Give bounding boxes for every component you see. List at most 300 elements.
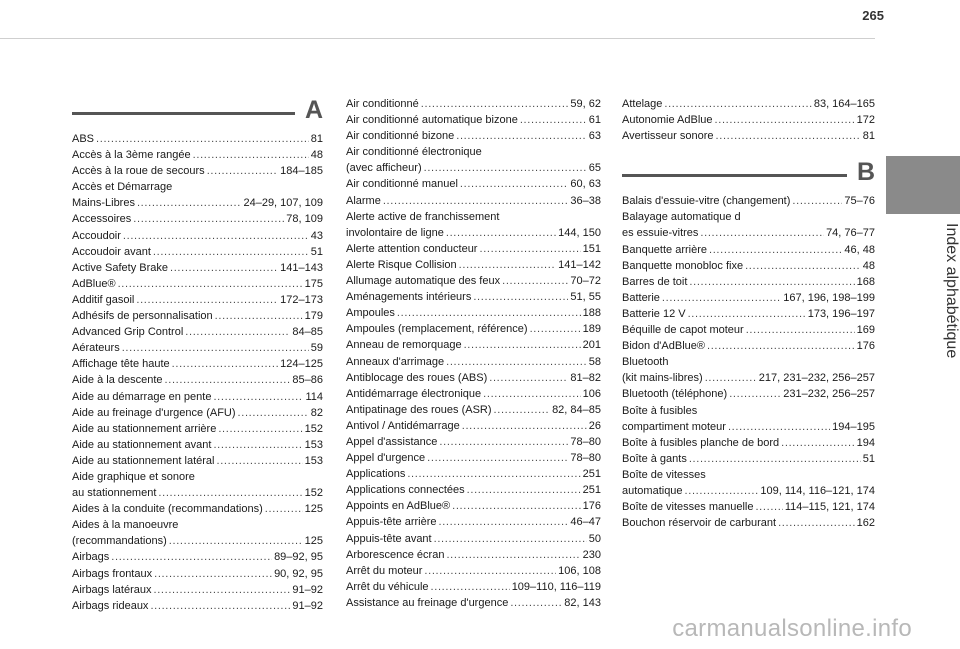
index-entry bbox=[72, 276, 323, 292]
index-entry-line bbox=[346, 450, 601, 466]
index-term: AdBlue® bbox=[72, 277, 116, 290]
index-entry-heading: Boîte à fusibles bbox=[622, 404, 698, 417]
index-entry bbox=[72, 228, 323, 244]
index-page-refs: 48 bbox=[310, 149, 323, 162]
dot-leader bbox=[489, 370, 568, 386]
index-entry bbox=[72, 389, 323, 405]
dot-leader bbox=[111, 549, 272, 565]
index-entry bbox=[72, 308, 323, 324]
index-entry bbox=[346, 128, 601, 144]
index-page-refs: 251 bbox=[582, 468, 601, 481]
index-page-refs: 189 bbox=[582, 323, 601, 336]
index-page-refs: 172–173 bbox=[280, 293, 323, 306]
index-entry bbox=[346, 112, 601, 128]
index-entry-line bbox=[72, 566, 323, 582]
index-page-refs: 175 bbox=[304, 277, 323, 290]
index-term: Antiblocage des roues (ABS) bbox=[346, 371, 488, 384]
index-entry bbox=[72, 549, 323, 565]
index-term: Aide au démarrage en pente bbox=[72, 390, 212, 403]
index-entry bbox=[346, 321, 601, 337]
index-entry bbox=[346, 579, 601, 595]
index-entry-line bbox=[622, 451, 875, 467]
index-entry-line bbox=[622, 193, 875, 209]
letter-heading bbox=[72, 96, 323, 124]
dot-leader bbox=[123, 228, 309, 244]
index-entry bbox=[346, 531, 601, 547]
dot-leader bbox=[154, 582, 291, 598]
index-term: Bluetooth (téléphone) bbox=[622, 388, 728, 401]
index-page-refs: 173, 196–197 bbox=[807, 307, 875, 320]
dot-leader bbox=[479, 241, 580, 257]
index-page-refs: 58 bbox=[588, 355, 601, 368]
header-rule bbox=[0, 38, 875, 39]
index-term: Alerte attention conducteur bbox=[346, 242, 478, 255]
page-number: 265 bbox=[862, 8, 884, 23]
index-entry bbox=[622, 386, 875, 402]
index-term: Attelage bbox=[622, 98, 663, 110]
index-entry bbox=[346, 273, 601, 289]
index-entry-line bbox=[72, 421, 323, 437]
index-entry-line bbox=[346, 225, 601, 241]
index-page-refs: 217, 231–232, 256–257 bbox=[758, 372, 875, 385]
index-page-refs: 167, 196, 198–199 bbox=[783, 291, 875, 304]
index-page-refs: 81–82 bbox=[570, 371, 601, 384]
index-page-refs: 85–86 bbox=[292, 374, 323, 387]
index-term: Air conditionné bbox=[346, 98, 419, 110]
index-entry-line bbox=[72, 485, 323, 501]
index-page-refs: 59 bbox=[310, 342, 323, 355]
letter-heading bbox=[622, 158, 875, 186]
dot-leader bbox=[122, 340, 309, 356]
index-entry bbox=[346, 289, 601, 305]
dot-leader bbox=[689, 451, 861, 467]
index-term: Arrêt du moteur bbox=[346, 564, 423, 577]
index-entry bbox=[72, 566, 323, 582]
index-entry-line bbox=[72, 292, 323, 308]
index-entry-line bbox=[622, 274, 875, 290]
index-term: Accès à la roue de secours bbox=[72, 165, 205, 178]
dot-leader bbox=[165, 372, 291, 388]
index-entry-line bbox=[622, 306, 875, 322]
index-term: Allumage automatique des feux bbox=[346, 275, 501, 288]
index-entry-line bbox=[72, 356, 323, 372]
index-entry bbox=[72, 501, 323, 517]
dot-leader bbox=[700, 225, 824, 241]
dot-leader bbox=[213, 389, 303, 405]
index-term: Aide au stationnement avant bbox=[72, 438, 212, 451]
dot-leader bbox=[153, 244, 309, 260]
index-page-refs: 168 bbox=[856, 275, 875, 288]
index-term: compartiment moteur bbox=[622, 420, 726, 433]
index-page-refs: 153 bbox=[304, 454, 323, 467]
dot-leader bbox=[439, 514, 569, 530]
index-entry-line bbox=[346, 176, 601, 192]
index-entry-line bbox=[622, 499, 875, 515]
index-term: Appuis-tête arrière bbox=[346, 516, 437, 529]
index-term: Balais d'essuie-vitre (changement) bbox=[622, 195, 791, 208]
dot-leader bbox=[150, 598, 290, 614]
index-entry bbox=[346, 193, 601, 209]
dot-leader bbox=[265, 501, 303, 517]
index-entry bbox=[346, 176, 601, 192]
index-page-refs: 46, 48 bbox=[844, 243, 875, 256]
index-page-refs: 194 bbox=[856, 436, 875, 449]
index-term: Aides à la conduite (recommandations) bbox=[72, 503, 263, 516]
index-entry-line bbox=[346, 96, 601, 112]
index-entry bbox=[346, 241, 601, 257]
index-entry bbox=[346, 144, 601, 176]
index-entry bbox=[622, 515, 875, 531]
index-entry bbox=[72, 292, 323, 308]
index-page-refs: 141–143 bbox=[280, 261, 323, 274]
index-term: Antidémarrage électronique bbox=[346, 387, 482, 400]
index-term: es essuie-vitres bbox=[622, 227, 699, 240]
dot-leader bbox=[452, 498, 581, 514]
index-entry-line bbox=[346, 402, 601, 418]
dot-leader bbox=[133, 211, 284, 227]
dot-leader bbox=[170, 260, 278, 276]
index-page-refs: 125 bbox=[304, 535, 323, 548]
dot-leader bbox=[462, 418, 587, 434]
index-page-refs: 114–115, 121, 174 bbox=[784, 501, 875, 514]
index-entry bbox=[622, 290, 875, 306]
index-term: Appuis-tête avant bbox=[346, 532, 432, 545]
index-entry-line bbox=[72, 228, 323, 244]
index-entry bbox=[622, 322, 875, 338]
dot-leader bbox=[792, 193, 842, 209]
index-page-refs: 90, 92, 95 bbox=[274, 567, 323, 580]
index-term: Aide à la descente bbox=[72, 374, 163, 387]
index-entry bbox=[346, 434, 601, 450]
index-page-refs: 51 bbox=[862, 452, 875, 465]
index-entry-line bbox=[72, 260, 323, 276]
dot-leader bbox=[424, 160, 587, 176]
index-entry bbox=[346, 514, 601, 530]
dot-leader bbox=[456, 128, 587, 144]
index-entry bbox=[346, 257, 601, 273]
dot-leader bbox=[185, 324, 290, 340]
watermark: carmanualsonline.info bbox=[672, 615, 912, 642]
index-term: Avertisseur sonore bbox=[622, 130, 714, 143]
index-entry-line bbox=[346, 160, 601, 176]
index-term: Anneau de remorquage bbox=[346, 339, 462, 352]
index-entry-line bbox=[72, 549, 323, 565]
dot-leader bbox=[397, 305, 581, 321]
index-entry-line bbox=[72, 389, 323, 405]
index-entry-line bbox=[346, 482, 601, 498]
index-term: (recommandations) bbox=[72, 535, 167, 548]
dot-leader bbox=[728, 419, 830, 435]
index-page-refs: 179 bbox=[304, 310, 323, 323]
index-term: Aménagements intérieurs bbox=[346, 291, 472, 304]
index-entry bbox=[72, 453, 323, 469]
index-term: (kit mains-libres) bbox=[622, 372, 703, 385]
index-entry bbox=[346, 482, 601, 498]
index-page-refs: 125 bbox=[304, 503, 323, 516]
index-column-1 bbox=[72, 96, 323, 614]
index-entry-line bbox=[622, 386, 875, 402]
index-entry bbox=[72, 324, 323, 340]
index-term: Banquette arrière bbox=[622, 243, 707, 256]
index-entry bbox=[622, 354, 875, 386]
index-entry-line bbox=[346, 193, 601, 209]
dot-leader bbox=[169, 533, 303, 549]
index-entry bbox=[622, 258, 875, 274]
index-term: involontaire de ligne bbox=[346, 226, 444, 239]
section-tab bbox=[886, 156, 960, 214]
index-entry bbox=[622, 96, 875, 112]
dot-leader bbox=[446, 354, 587, 370]
index-entry bbox=[622, 209, 875, 241]
index-entry-heading: Aides à la manoeuvre bbox=[72, 519, 179, 532]
index-entry-heading: Bluetooth bbox=[622, 356, 669, 369]
dot-leader bbox=[755, 499, 782, 515]
index-entry-line bbox=[346, 257, 601, 273]
index-entry-heading: Accès et Démarrage bbox=[72, 181, 173, 194]
index-entry-line bbox=[72, 501, 323, 517]
index-page-refs: 82, 143 bbox=[564, 596, 601, 609]
dot-leader bbox=[96, 131, 309, 147]
dot-leader bbox=[709, 242, 842, 258]
index-page-refs: 82 bbox=[310, 406, 323, 419]
index-entry bbox=[72, 211, 323, 227]
index-page-refs: 36–38 bbox=[570, 194, 601, 207]
dot-leader bbox=[464, 337, 581, 353]
index-page-refs: 231–232, 256–257 bbox=[783, 388, 875, 401]
index-entry bbox=[622, 242, 875, 258]
index-entry-line bbox=[622, 96, 875, 112]
index-term: Antivol / Antidémarrage bbox=[346, 419, 460, 432]
index-term: Appel d'urgence bbox=[346, 452, 426, 465]
index-entry bbox=[622, 338, 875, 354]
index-entry bbox=[346, 370, 601, 386]
index-term: Airbags frontaux bbox=[72, 567, 153, 580]
index-term: Appoints en AdBlue® bbox=[346, 500, 451, 513]
dot-leader bbox=[421, 96, 569, 112]
index-term: Banquette monobloc fixe bbox=[622, 259, 744, 272]
index-entry bbox=[72, 517, 323, 549]
index-term: Airbags latéraux bbox=[72, 583, 152, 596]
index-entry-line bbox=[622, 322, 875, 338]
index-entry bbox=[72, 244, 323, 260]
index-entry-line bbox=[346, 321, 601, 337]
index-entry bbox=[622, 274, 875, 290]
index-term: Aide au freinage d'urgence (AFU) bbox=[72, 406, 236, 419]
index-entry-line bbox=[72, 340, 323, 356]
index-page-refs: 176 bbox=[856, 340, 875, 353]
index-page-refs: 51 bbox=[310, 245, 323, 258]
index-entry bbox=[72, 147, 323, 163]
index-entry-line bbox=[72, 163, 323, 179]
index-entry-line bbox=[622, 483, 875, 499]
index-page-refs: 230 bbox=[582, 548, 601, 561]
index-entry-line bbox=[346, 498, 601, 514]
dot-leader bbox=[431, 579, 510, 595]
index-term: Antipatinage des roues (ASR) bbox=[346, 403, 492, 416]
index-entry bbox=[346, 96, 601, 112]
dot-leader bbox=[494, 402, 551, 418]
index-page-refs: 114 bbox=[305, 390, 323, 403]
index-page-refs: 59, 62 bbox=[570, 98, 601, 110]
index-page-refs: 172 bbox=[856, 114, 875, 127]
index-entry-heading: Balayage automatique d bbox=[622, 211, 741, 224]
index-entry-line bbox=[622, 370, 875, 386]
index-page-refs: 43 bbox=[310, 229, 323, 242]
dot-leader bbox=[502, 273, 568, 289]
index-entry-line bbox=[72, 147, 323, 163]
index-entry-heading: Alerte active de franchissement bbox=[346, 210, 500, 223]
index-entry bbox=[622, 435, 875, 451]
index-entry bbox=[72, 372, 323, 388]
letter-heading-bar bbox=[72, 112, 295, 115]
index-entry-line bbox=[346, 418, 601, 434]
index-entry bbox=[346, 209, 601, 241]
index-entry-line bbox=[346, 466, 601, 482]
index-page-refs: 78–80 bbox=[570, 435, 601, 448]
index-page-refs: 251 bbox=[582, 484, 601, 497]
index-term: Applications connectées bbox=[346, 484, 465, 497]
dot-leader bbox=[705, 370, 757, 386]
index-entry-line bbox=[622, 128, 875, 144]
index-page-refs: 184–185 bbox=[280, 165, 323, 178]
letter-heading-text: B bbox=[856, 158, 875, 187]
dot-leader bbox=[154, 566, 272, 582]
index-term: Alerte Risque Collision bbox=[346, 258, 457, 271]
index-page-refs: 151 bbox=[582, 242, 601, 255]
dot-leader bbox=[729, 386, 781, 402]
index-page-refs: 24–29, 107, 109 bbox=[243, 197, 323, 210]
index-entry bbox=[622, 112, 875, 128]
index-entry bbox=[72, 437, 323, 453]
index-page-refs: 91–92 bbox=[292, 583, 323, 596]
index-page-refs: 89–92, 95 bbox=[274, 551, 323, 564]
index-page-refs: 81 bbox=[862, 130, 875, 143]
index-entry-line bbox=[72, 211, 323, 227]
index-page-refs: 81 bbox=[310, 133, 323, 145]
index-entry-line bbox=[72, 582, 323, 598]
index-entry bbox=[72, 598, 323, 614]
dot-leader bbox=[216, 453, 302, 469]
index-entry-line bbox=[72, 372, 323, 388]
index-entry-line bbox=[346, 370, 601, 386]
index-entry-line bbox=[622, 435, 875, 451]
index-entry bbox=[346, 305, 601, 321]
index-entry-line bbox=[72, 453, 323, 469]
index-entry-line bbox=[72, 598, 323, 614]
index-page-refs: 194–195 bbox=[832, 420, 875, 433]
index-page-refs: 152 bbox=[304, 487, 323, 500]
index-term: Applications bbox=[346, 468, 406, 481]
index-entry-line bbox=[346, 305, 601, 321]
dot-leader bbox=[459, 257, 557, 273]
index-term: Air conditionné automatique bizone bbox=[346, 114, 518, 127]
index-term: Adhésifs de personnalisation bbox=[72, 310, 213, 323]
index-page-refs: 201 bbox=[582, 339, 601, 352]
index-page-refs: 63 bbox=[588, 130, 601, 143]
index-page-refs: 84–85 bbox=[292, 326, 323, 339]
index-term: Accès à la 3ème rangée bbox=[72, 149, 191, 162]
index-entry bbox=[72, 179, 323, 211]
index-entry-line bbox=[346, 337, 601, 353]
dot-leader bbox=[707, 338, 855, 354]
index-term: Accoudoir avant bbox=[72, 245, 151, 258]
index-entry-line bbox=[346, 579, 601, 595]
index-page-refs: 75–76 bbox=[844, 195, 875, 208]
index-term: ABS bbox=[72, 133, 95, 145]
index-entry bbox=[346, 418, 601, 434]
index-entry bbox=[622, 306, 875, 322]
index-term: Arrêt du véhicule bbox=[346, 580, 429, 593]
index-entry bbox=[72, 260, 323, 276]
index-entry bbox=[346, 386, 601, 402]
index-entry-line bbox=[72, 533, 323, 549]
index-page-refs: 106 bbox=[582, 387, 601, 400]
index-term: Barres de toit bbox=[622, 275, 688, 288]
dot-leader bbox=[238, 405, 309, 421]
dot-leader bbox=[530, 321, 581, 337]
index-page-refs: 78, 109 bbox=[286, 213, 323, 226]
index-entry-line bbox=[346, 273, 601, 289]
index-page-refs: 48 bbox=[862, 259, 875, 272]
dot-leader bbox=[510, 595, 562, 611]
index-column-2 bbox=[346, 96, 601, 611]
index-entry-line bbox=[622, 515, 875, 531]
index-term: (avec afficheur) bbox=[346, 162, 422, 175]
index-entry bbox=[622, 403, 875, 435]
index-entry-line bbox=[72, 276, 323, 292]
index-entry-line bbox=[346, 112, 601, 128]
index-entry bbox=[346, 547, 601, 563]
dot-leader bbox=[407, 466, 580, 482]
index-entry bbox=[72, 340, 323, 356]
index-entry-line bbox=[346, 354, 601, 370]
index-entry bbox=[72, 131, 323, 147]
index-entry bbox=[622, 128, 875, 144]
index-page-refs: 91–92 bbox=[292, 599, 323, 612]
index-page-refs: 124–125 bbox=[280, 358, 323, 371]
index-entry bbox=[346, 595, 601, 611]
index-entry-line bbox=[72, 437, 323, 453]
index-entry-line bbox=[346, 514, 601, 530]
dot-leader bbox=[715, 112, 855, 128]
index-page-refs: 78–80 bbox=[570, 452, 601, 465]
index-entry-line bbox=[346, 386, 601, 402]
index-term: Ampoules (remplacement, référence) bbox=[346, 323, 528, 336]
dot-leader bbox=[427, 450, 568, 466]
index-entry bbox=[622, 193, 875, 209]
dot-leader bbox=[424, 563, 556, 579]
index-term: Assistance au freinage d'urgence bbox=[346, 596, 509, 609]
index-page-refs: 152 bbox=[304, 422, 323, 435]
dot-leader bbox=[207, 163, 278, 179]
index-term: Boîte à fusibles planche de bord bbox=[622, 436, 780, 449]
index-entry bbox=[72, 405, 323, 421]
index-term: Accoudoir bbox=[72, 229, 121, 242]
index-entry-line bbox=[346, 434, 601, 450]
index-entry bbox=[72, 163, 323, 179]
index-term: Mains-Libres bbox=[72, 197, 135, 210]
index-page-refs: 106, 108 bbox=[558, 564, 601, 577]
dot-leader bbox=[664, 96, 811, 112]
index-term: automatique bbox=[622, 484, 683, 497]
dot-leader bbox=[172, 356, 279, 372]
index-entry-line bbox=[346, 241, 601, 257]
index-entry bbox=[346, 337, 601, 353]
index-entry bbox=[346, 466, 601, 482]
index-page-refs: 176 bbox=[582, 500, 601, 513]
index-term: Appel d'assistance bbox=[346, 435, 438, 448]
index-column-3 bbox=[622, 96, 875, 531]
